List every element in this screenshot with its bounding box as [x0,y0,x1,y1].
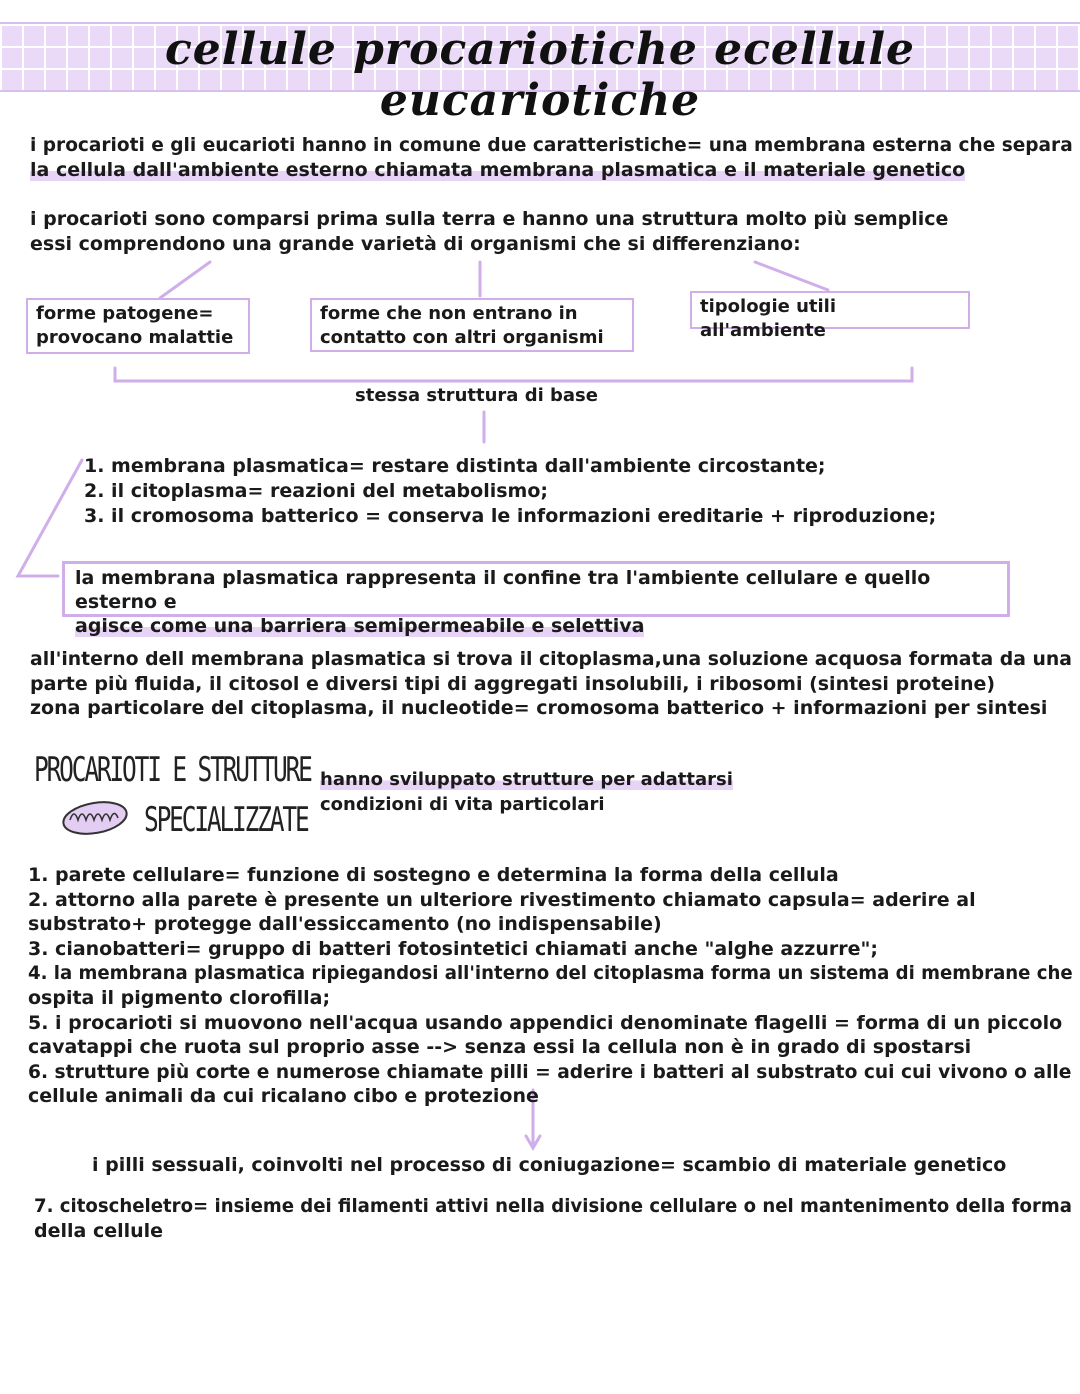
intro-line: i procarioti e gli eucarioti hanno in comune due caratteristiche= una membrana esterna che separa [30,134,1073,156]
category-box-pathogenic [26,298,250,354]
section-subtitle-wrap [320,767,733,792]
cytoplasm-line: all'interno dell membrana plasmatica si trova il citoplasma,una soluzione acquosa formata da una [30,648,1072,670]
connector-line [160,262,210,298]
specialized-item: 5. i procarioti si muovono nell'acqua usando appendici denominate flagelli = forma di un piccolo [28,1012,1063,1034]
membrane-box [62,561,1010,637]
category-text: tipologie utili all'ambiente [700,296,837,341]
pili-note: i pilli sessuali, coinvolti nel processo di coniugazione= scambio di materiale genetico [92,1154,1007,1176]
cytoplasm-line: parte più fluida, il citosol e diversi tipi di aggregati insolubili, i ribosomi (sintesi proteine) [30,673,996,695]
section-subtitle: condizioni di vita particolari [320,794,605,815]
category-text: forme che non entrano in [320,303,578,324]
specialized-item: 1. parete cellulare= funzione di sostegno e determina la forma della cellula [28,864,839,886]
structure-item: 1. membrana plasmatica= restare distinta dall'ambiente circostante; [84,455,826,477]
structure-item: 2. il citoplasma= reazioni del metabolismo; [84,480,548,502]
section-title: SPECIALIZZATE [144,800,308,840]
category-text: provocano malattie [36,327,234,348]
membrane-text: agisce come una barriera semipermeabile e selettiva [75,615,645,637]
specialized-item: cellule animali da cui ricalano cibo e protezione [28,1085,539,1107]
cytoskeleton-line: 7. citoscheletro= insieme dei filamenti attivi nella divisione cellulare o nel mantenimento della forma [34,1195,1072,1217]
specialized-item: 3. cianobatteri= gruppo di batteri fotosintetici chiamati anche "alghe azzurre"; [28,938,878,960]
structure-label: stessa struttura di base [355,385,598,406]
category-box-isolated [310,298,634,352]
category-box-useful [690,291,970,341]
membrane-text: la membrana plasmatica rappresenta il confine tra l'ambiente cellulare e quello esterno e [75,567,931,613]
connector-line [18,460,82,576]
cytoskeleton-line: della cellule [34,1220,164,1242]
specialized-item: substrato+ protegge dall'essiccamento (no indispensabile) [28,913,662,935]
specialized-item: cavatappi che ruota sul proprio asse --> senza essi la cellula non è in grado di spostarsi [28,1036,972,1058]
category-text: forme patogene= [36,303,214,324]
intro-line: i procarioti sono comparsi prima sulla terra e hanno una struttura molto più semplice [30,208,949,230]
mitochondrion-icon [60,798,130,838]
connector-line [755,262,828,290]
structure-item: 3. il cromosoma batterico = conserva le informazioni ereditarie + riproduzione; [84,505,937,527]
intro-line: essi comprendono una grande varietà di organismi che si differenziano: [30,233,801,255]
specialized-item: ospita il pigmento clorofilla; [28,987,331,1009]
section-subtitle: hanno sviluppato strutture per adattarsi [320,769,733,790]
specialized-item: 6. strutture più corte e numerose chiamate pilli = aderire i batteri al substrato cui cui vivono o alle [28,1061,1072,1083]
specialized-item: 4. la membrana plasmatica ripiegandosi all'interno del citoplasma forma un sistema di membrane che [28,962,1073,984]
specialized-item: 2. attorno alla parete è presente un ulteriore rivestimento chiamato capsula= aderire al [28,889,976,911]
category-text: contatto con altri organismi [320,327,604,348]
intro-line-wrap [30,158,965,183]
intro-line: la cellula dall'ambiente esterno chiamata membrana plasmatica e il materiale genetico [30,159,966,181]
page-title: cellule procariotiche ecellule eucariotiche [164,24,916,126]
cytoplasm-line: zona particolare del citoplasma, il nucleotide= cromosoma batterico + informazioni per sintesi [30,697,1048,719]
bracket-line [115,368,912,381]
section-title: PROCARIOTI E STRUTTURE [34,750,311,790]
